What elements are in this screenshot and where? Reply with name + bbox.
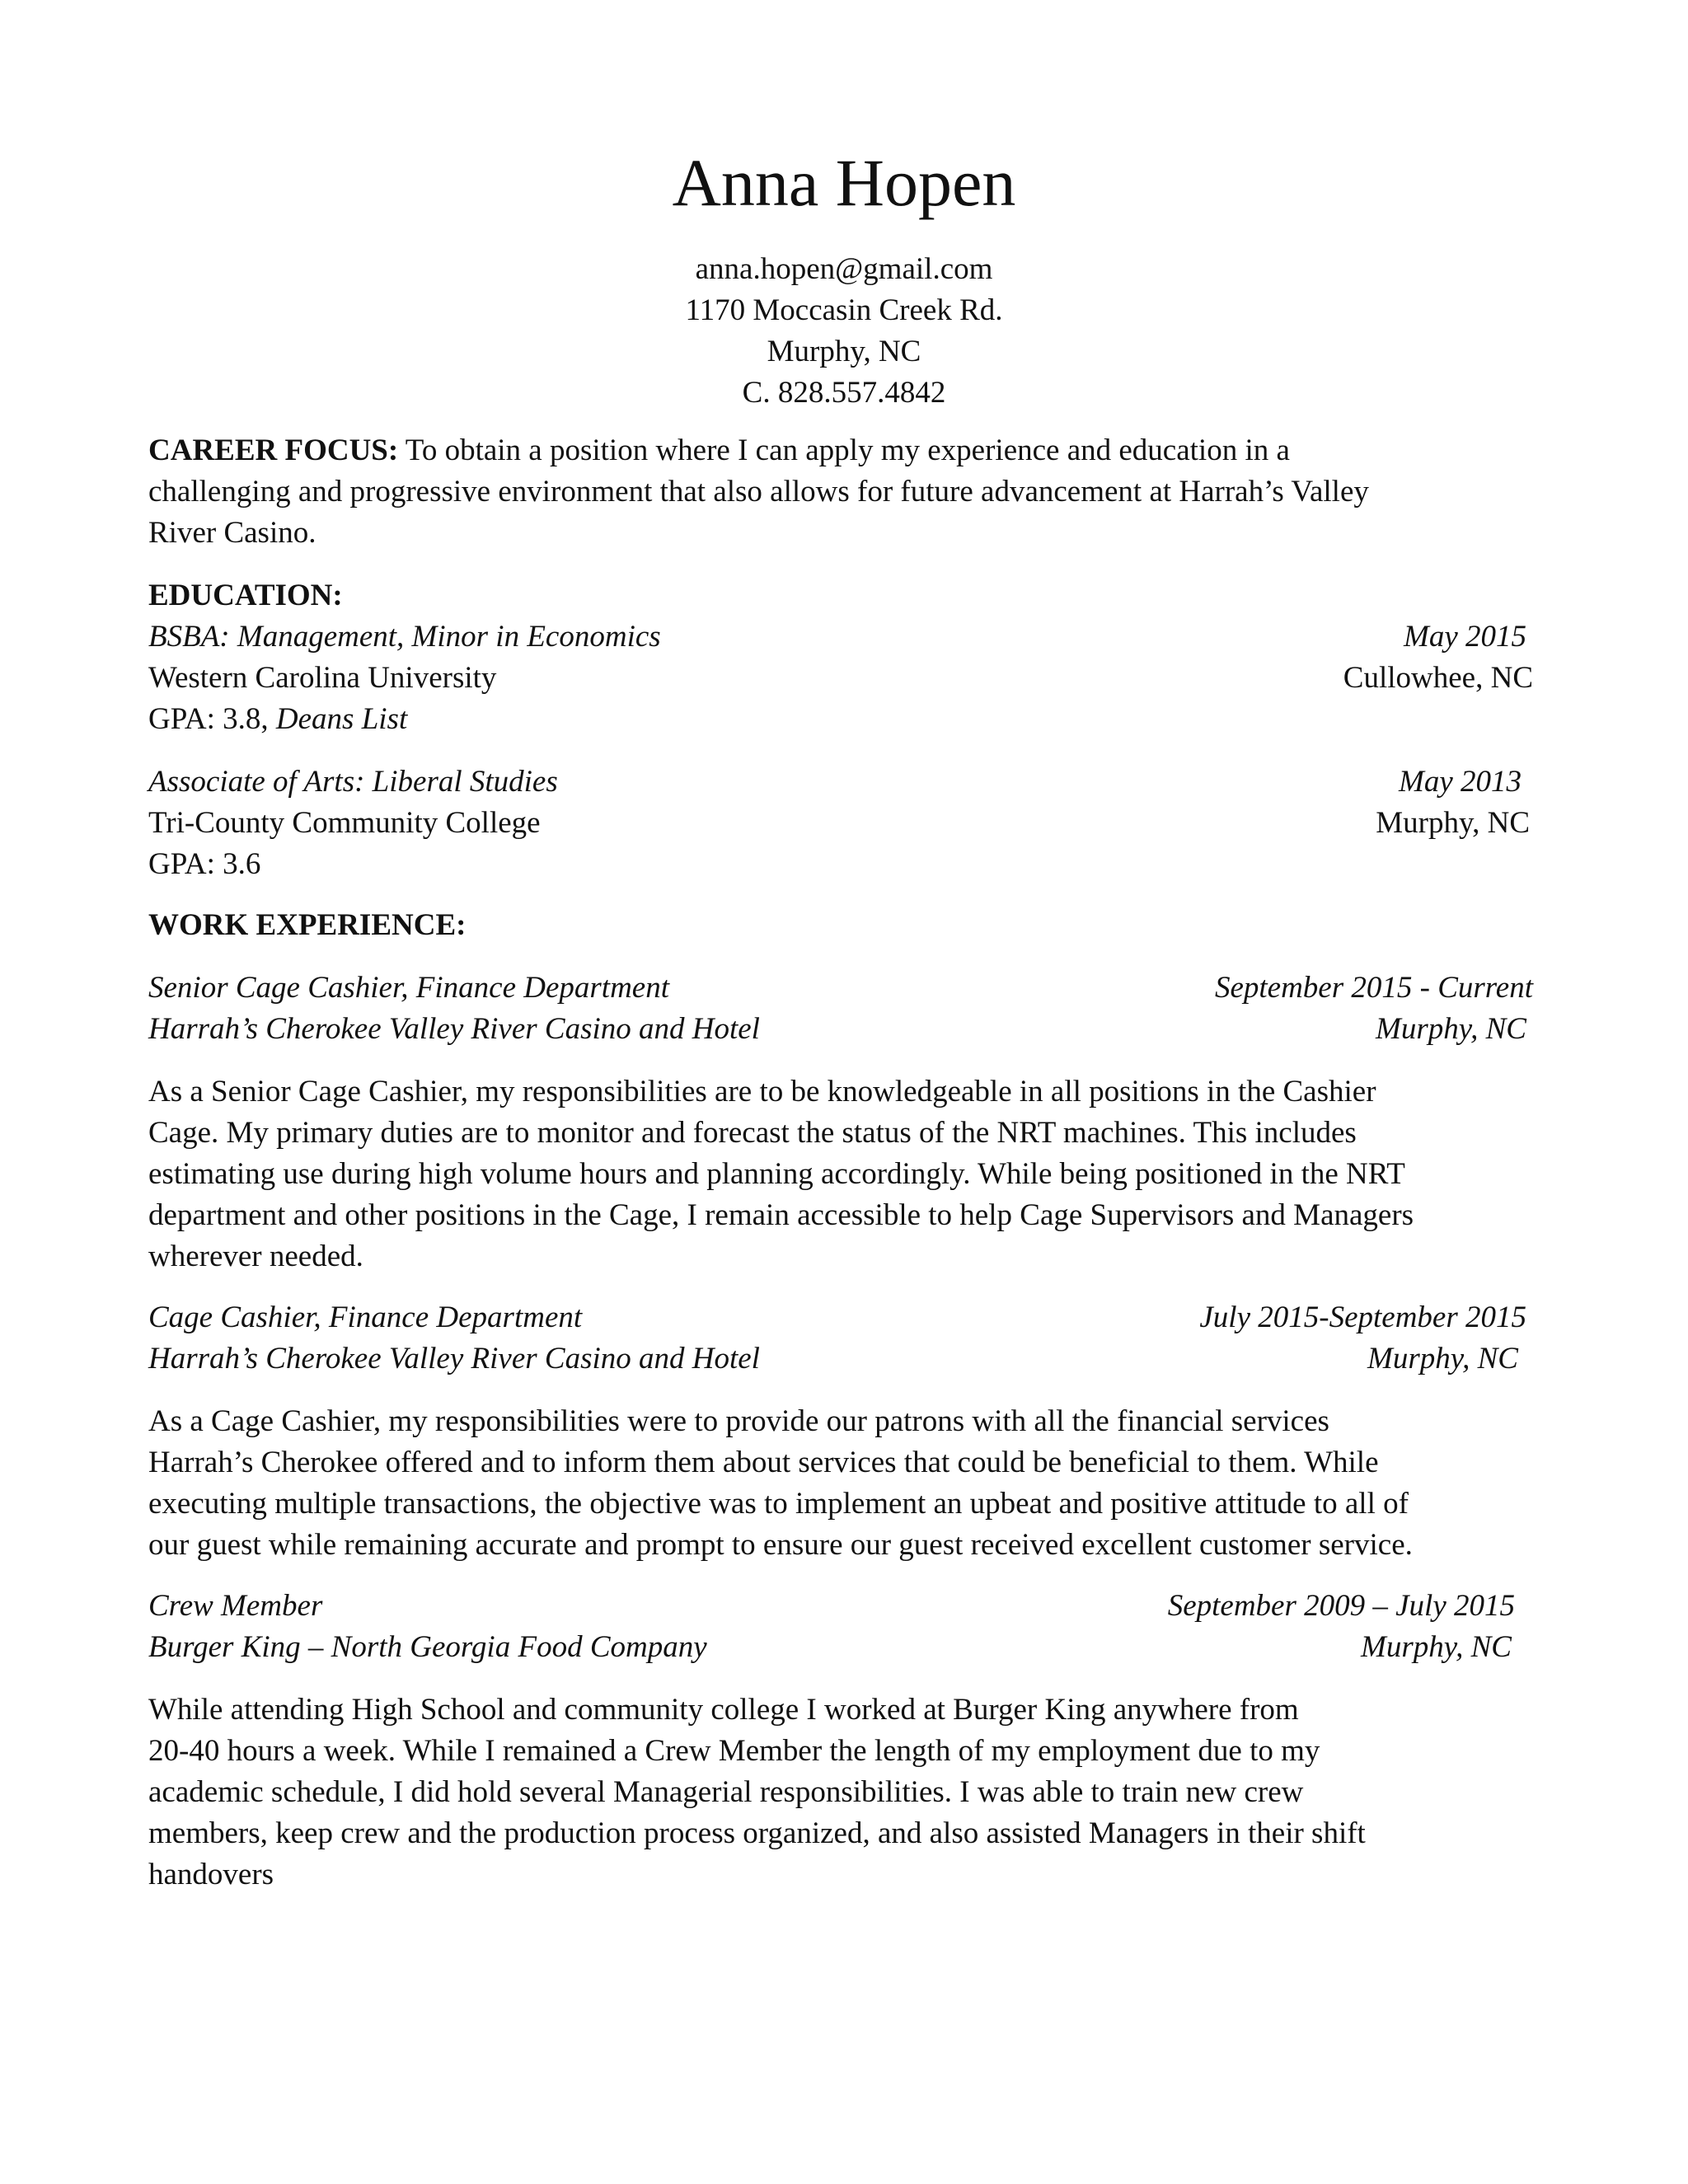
education-school: Tri-County Community College — [148, 806, 541, 840]
career-focus-label: CAREER FOCUS: — [148, 434, 399, 467]
job-location: Murphy, NC — [1367, 1342, 1518, 1376]
resume-name: Anna Hopen — [672, 145, 1016, 220]
job-2 — [148, 1297, 1533, 1380]
job-description-line: academic schedule, I did hold several Managerial responsibilities. I was able to train new crew — [148, 1775, 1304, 1809]
job-3-description — [148, 1690, 1533, 1896]
education-gpa-value: GPA: 3.8, — [148, 702, 276, 736]
job-location: Murphy, NC — [1376, 1012, 1526, 1046]
job-description-line: Harrah’s Cherokee offered and to inform them about services that could be beneficial to them. While — [148, 1446, 1379, 1479]
education-degree: Associate of Arts: Liberal Studies — [148, 765, 558, 799]
education-gpa-row — [148, 699, 1533, 740]
job-description-line: As a Cage Cashier, my responsibilities were to provide our patrons with all the financial services — [148, 1404, 1329, 1438]
education-entry-degree-row — [148, 762, 1533, 803]
education-section — [148, 575, 1533, 740]
education-entry-school-row — [148, 803, 1533, 844]
job-title-row — [148, 1297, 1533, 1338]
career-focus-section — [148, 430, 1533, 554]
job-employer: Harrah’s Cherokee Valley River Casino and Hotel — [148, 1012, 760, 1046]
education-location: Murphy, NC — [1376, 806, 1530, 840]
education-degree: BSBA: Management, Minor in Economics — [148, 620, 661, 654]
job-title-row — [148, 968, 1533, 1009]
job-description-line: Cage. My primary duties are to monitor and forecast the status of the NRT machines. This includes — [148, 1116, 1357, 1150]
education-gpa: GPA: 3.6 — [148, 847, 261, 881]
education-gpa — [148, 699, 407, 740]
contact-email: anna.hopen@gmail.com — [695, 252, 993, 286]
job-3 — [148, 1586, 1533, 1668]
contact-city: Murphy, NC — [767, 335, 921, 368]
job-2-description — [148, 1401, 1533, 1566]
job-employer-row — [148, 1627, 1533, 1668]
job-title: Crew Member — [148, 1589, 323, 1623]
job-description-line: our guest while remaining accurate and prompt to ensure our guest received excellent customer service. — [148, 1528, 1413, 1562]
job-dates: September 2009 – July 2015 — [1167, 1589, 1515, 1623]
job-description-line: As a Senior Cage Cashier, my responsibilities are to be knowledgeable in all positions in the Cashier — [148, 1075, 1376, 1108]
job-description-line: 20-40 hours a week. While I remained a Crew Member the length of my employment due to my — [148, 1734, 1320, 1768]
job-employer-row — [148, 1338, 1533, 1380]
job-dates: July 2015-September 2015 — [1199, 1301, 1526, 1334]
education-entry-school-row — [148, 658, 1533, 699]
job-description-line: department and other positions in the Cage, I remain accessible to help Cage Supervisors and Managers — [148, 1198, 1414, 1232]
job-title: Senior Cage Cashier, Finance Department — [148, 971, 669, 1005]
education-date: May 2013 — [1399, 765, 1522, 799]
education-entry-2 — [148, 762, 1533, 885]
job-dates: September 2015 - Current — [1214, 971, 1533, 1005]
contact-address: 1170 Moccasin Creek Rd. — [685, 293, 1003, 327]
education-location: Cullowhee, NC — [1343, 661, 1533, 695]
education-gpa-row — [148, 844, 1533, 885]
job-description-line: While attending High School and community college I worked at Burger King anywhere from — [148, 1693, 1299, 1727]
career-focus-line: River Casino. — [148, 516, 316, 550]
career-focus-text: To obtain a position where I can apply my experience and education in a — [398, 434, 1290, 467]
job-employer: Burger King – North Georgia Food Company — [148, 1630, 707, 1664]
work-heading: WORK EXPERIENCE: — [148, 908, 467, 942]
job-location: Murphy, NC — [1361, 1630, 1512, 1664]
job-1 — [148, 968, 1533, 1050]
education-entry-degree-row — [148, 616, 1533, 658]
job-description-line: handovers — [148, 1858, 274, 1891]
contact-phone: C. 828.557.4842 — [742, 376, 946, 410]
career-focus-line: challenging and progressive environment that also allows for future advancement at Harrah’s Valley — [148, 475, 1369, 509]
job-employer-row — [148, 1009, 1533, 1050]
job-1-description — [148, 1071, 1533, 1277]
job-description-line: executing multiple transactions, the objective was to implement an upbeat and positive attitude to all of — [148, 1487, 1409, 1521]
job-title: Cage Cashier, Finance Department — [148, 1301, 583, 1334]
contact-block — [0, 249, 1688, 414]
job-employer: Harrah’s Cherokee Valley River Casino and Hotel — [148, 1342, 760, 1376]
work-heading-block — [148, 905, 1533, 946]
education-gpa-note: Deans List — [275, 702, 408, 736]
job-description-line: wherever needed. — [148, 1240, 363, 1273]
education-heading: EDUCATION: — [148, 579, 343, 612]
job-description-line: estimating use during high volume hours and planning accordingly. While being positioned in the NRT — [148, 1157, 1405, 1191]
education-date: May 2015 — [1404, 620, 1526, 654]
job-title-row — [148, 1586, 1533, 1627]
education-school: Western Carolina University — [148, 661, 497, 695]
job-description-line: members, keep crew and the production process organized, and also assisted Managers in their shift — [148, 1816, 1366, 1850]
career-focus-line — [148, 430, 1533, 471]
